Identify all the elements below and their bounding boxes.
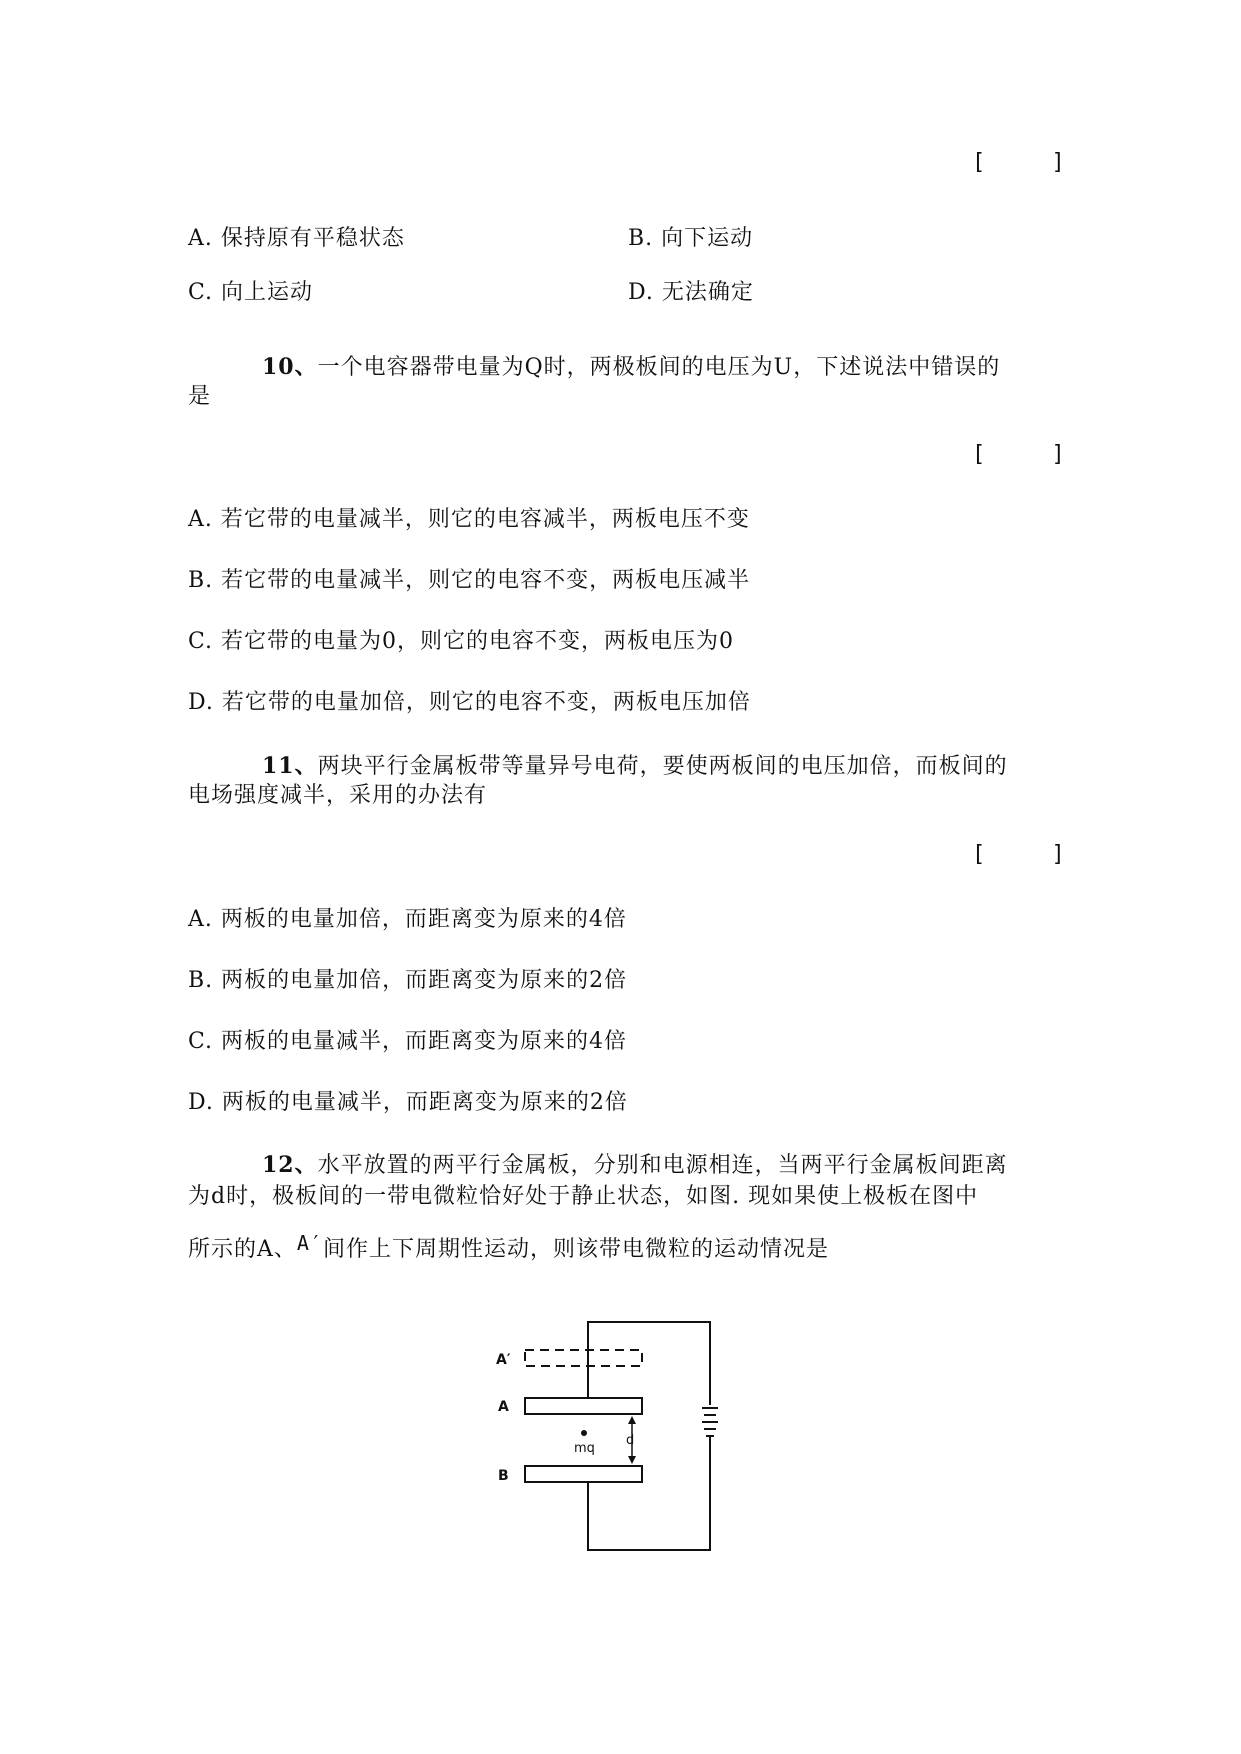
label-particle: mq	[574, 1441, 595, 1456]
q11-answer-bracket: [ ]	[972, 842, 1065, 867]
q11-number: 11、	[262, 753, 318, 779]
label-a: A	[498, 1399, 509, 1415]
q10-answer-bracket: [ ]	[972, 442, 1065, 467]
q11-option-c: C. 两板的电量减半，而距离变为原来的4倍	[188, 1029, 628, 1054]
charged-particle	[581, 1430, 587, 1436]
q10-option-c: C. 若它带的电量为0，则它的电容不变，两板电压为0	[188, 629, 735, 654]
q11-stem-line2: 电场强度减半，采用的办法有	[188, 783, 488, 808]
q11-option-b: B. 两板的电量加倍，而距离变为原来的2倍	[188, 968, 628, 993]
battery-icon	[702, 1408, 718, 1436]
q12-stem-text: 水平放置的两平行金属板，分别和电源相连，当两平行金属板间距离	[317, 1153, 1008, 1178]
label-a-prime: A′	[496, 1352, 511, 1368]
q10-option-b: B. 若它带的电量减半，则它的电容不变，两板电压减半	[188, 568, 751, 593]
q10-stem-line1	[262, 352, 1000, 383]
plate-a	[525, 1398, 642, 1414]
distance-arrow-down	[628, 1456, 636, 1464]
q9-answer-bracket: [ ]	[972, 150, 1065, 175]
q10-stem-line2: 是	[188, 384, 212, 409]
q11-stem-text: 两块平行金属板带等量异号电荷，要使两板间的电压加倍，而板间的	[317, 754, 1008, 779]
q12-stem-line1	[262, 1150, 1008, 1181]
a-prime-symbol: A′	[296, 1231, 323, 1255]
q12-stem-text-b: 间作上下周期性运动，则该带电微粒的运动情况是	[322, 1237, 829, 1262]
q9-option-a: A. 保持原有平稳状态	[188, 226, 405, 251]
wire-top	[588, 1322, 710, 1405]
plate-a-prime-dashed	[525, 1350, 642, 1366]
distance-arrow-up	[628, 1416, 636, 1424]
q9-option-c: C. 向上运动	[188, 280, 314, 305]
q9-option-d: D. 无法确定	[628, 280, 754, 305]
capacitor-circuit-figure	[480, 1320, 740, 1570]
q9-option-b: B. 向下运动	[628, 226, 754, 251]
q10-number: 10、	[262, 354, 318, 380]
q11-option-a: A. 两板的电量加倍，而距离变为原来的4倍	[188, 907, 627, 932]
q10-stem-text: 一个电容器带电量为Q时，两极板间的电压为U，下述说法中错误的	[317, 355, 1001, 380]
q10-option-a: A. 若它带的电量减半，则它的电容减半，两板电压不变	[188, 507, 750, 532]
wire-bottom	[588, 1436, 710, 1550]
q12-stem-line3	[188, 1228, 829, 1265]
plate-b	[525, 1466, 642, 1482]
q10-option-d: D. 若它带的电量加倍，则它的电容不变，两板电压加倍	[188, 690, 751, 715]
label-b: B	[498, 1468, 509, 1484]
q12-number: 12、	[262, 1152, 318, 1178]
q11-stem-line1	[262, 751, 1008, 782]
q12-stem-line2: 为d时，极板间的一带电微粒恰好处于静止状态，如图. 现如果使上极板在图中	[188, 1184, 979, 1209]
q12-stem-text-a: 所示的A、	[188, 1237, 297, 1262]
label-d: d	[626, 1433, 635, 1448]
q11-option-d: D. 两板的电量减半，而距离变为原来的2倍	[188, 1090, 628, 1115]
